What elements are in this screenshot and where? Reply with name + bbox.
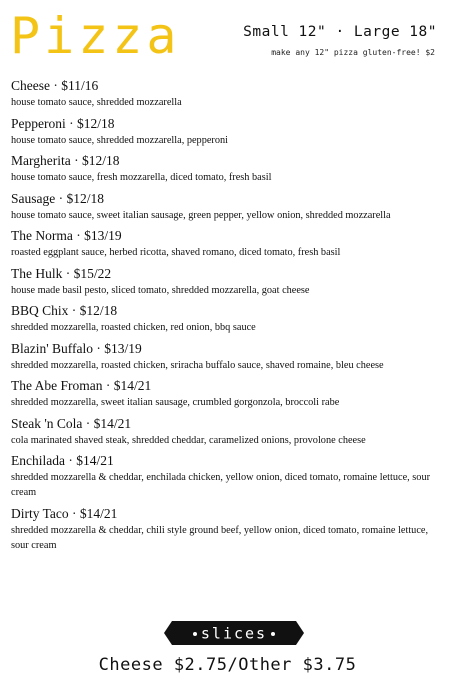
menu-item-the-abe-froman (11, 377, 447, 410)
item-description: house tomato sauce, fresh mozzarella, diced tomato, fresh basil (11, 172, 272, 183)
slices-banner (172, 621, 296, 645)
item-name: The Hulk · $15/22 (11, 265, 112, 281)
item-name: Blazin' Buffalo · $13/19 (11, 340, 142, 356)
item-name: The Abe Froman · $14/21 (11, 378, 152, 393)
item-description: cola marinated shaved steak, shredded cheddar, caramelized onions, provolone cheese (11, 434, 366, 446)
item-name: Dirty Taco · $14/21 (11, 505, 118, 521)
menu-header (10, 8, 445, 68)
menu-item-pepperoni (11, 115, 447, 148)
menu-item-cheese (11, 77, 447, 110)
item-name: Steak 'n Cola · $14/21 (11, 415, 132, 431)
pizza-sizes: Small 12" · Large 18" (243, 24, 437, 40)
item-description: house tomato sauce, shredded mozzarella (11, 97, 182, 108)
item-name: Sausage · $12/18 (11, 190, 104, 206)
item-description: shredded mozzarella, roasted chicken, red onion, bbq sauce (11, 322, 256, 333)
item-name: Cheese · $11/16 (11, 78, 99, 93)
gluten-free-note: make any 12" pizza gluten-free! $2 (271, 48, 435, 57)
menu-item-sausage (11, 190, 447, 223)
pizza-menu-list (11, 77, 447, 557)
dot-icon (271, 632, 275, 636)
item-description: shredded mozzarella, roasted chicken, sriracha buffalo sauce, shaved romaine, bleu cheese (11, 359, 384, 371)
menu-item-steak-n-cola (11, 415, 447, 448)
item-description: roasted eggplant sauce, herbed ricotta, shaved romano, diced tomato, fresh basil (11, 247, 341, 258)
item-description: shredded mozzarella, sweet italian sausage, crumbled gorgonzola, broccoli rabe (11, 397, 340, 408)
slices-label: slices (200, 624, 268, 643)
item-description: shredded mozzarella & cheddar, enchilada chicken, yellow onion, diced tomato, romaine lettuce, sour cream (11, 472, 431, 498)
menu-item-the-hulk (11, 265, 447, 298)
item-description: shredded mozzarella & cheddar, chili style ground beef, yellow onion, diced tomato, romaine lettuce, sour cream (11, 524, 429, 551)
item-description: house made basil pesto, sliced tomato, shredded mozzarella, goat cheese (11, 284, 310, 296)
item-name: The Norma · $13/19 (11, 228, 122, 243)
item-name: Pepperoni · $12/18 (11, 115, 115, 131)
item-description: house tomato sauce, shredded mozzarella, pepperoni (11, 134, 229, 146)
item-name: Margherita · $12/18 (11, 153, 120, 168)
menu-item-margherita (11, 152, 447, 185)
item-description: house tomato sauce, sweet italian sausage, green pepper, yellow onion, shredded mozzarella (11, 209, 391, 221)
menu-item-dirty-taco (11, 505, 447, 553)
page-title: Pizza (10, 7, 181, 65)
dot-icon (193, 632, 197, 636)
item-name: Enchilada · $14/21 (11, 453, 114, 468)
item-name: BBQ Chix · $12/18 (11, 303, 118, 318)
slice-prices: Cheese $2.75/Other $3.75 (98, 655, 357, 675)
menu-item-blazin-buffalo (11, 340, 447, 373)
menu-item-bbq-chix (11, 302, 447, 335)
menu-item-enchilada (11, 452, 447, 500)
menu-item-the-norma (11, 227, 447, 260)
